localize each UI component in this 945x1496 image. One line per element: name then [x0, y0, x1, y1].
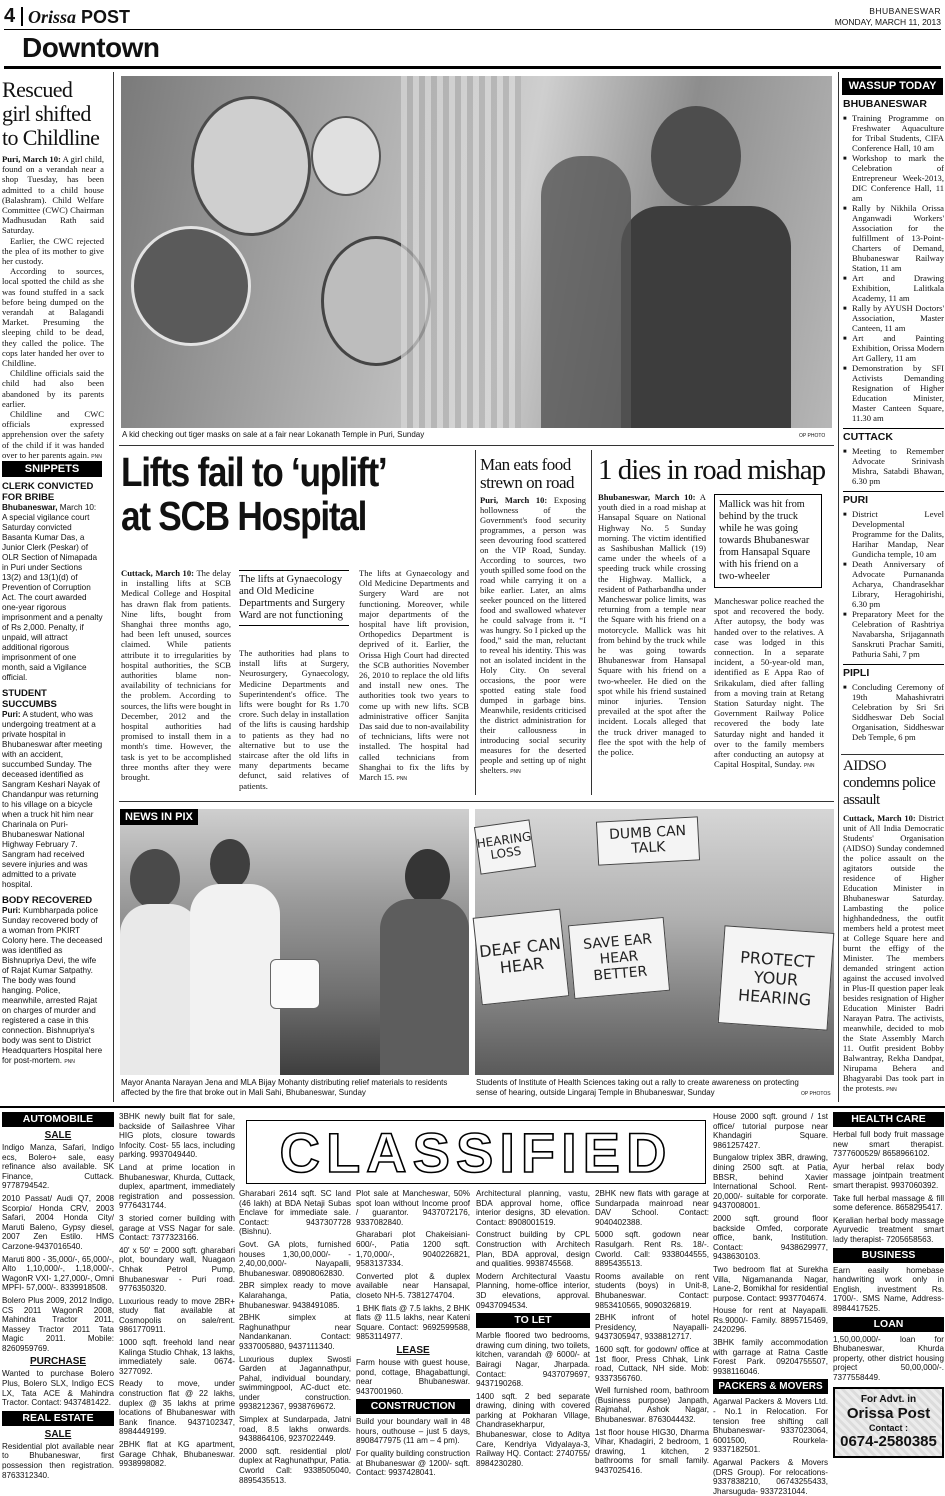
- wassup-event: ■ Rally by AYUSH Doctors' Association, Master Canteen, 11 am: [843, 303, 944, 333]
- relief-bucket: [270, 959, 320, 1009]
- snippet-body: Kumbharpada police Sunday recovered body of a woman from PKIRT Colony here. The deceased was identified as Bishnupriya Devi, the wife of Rajat Kumar Satpathy. The body was found hanging. Police, meanwhile, arrested Rajat on charges of murder and registered a case in this connection. Bishnupriya's body was sent to District Headquarters Hospital here for post-mortem.: [2, 906, 103, 1065]
- classified-ad: Bungalow triplex 3BR, drawing, dining 2500 sqft. at Patia, BBSR, behind Xavier International School. Rent-20,000/- suitable for corporate. 9437008001.: [713, 1153, 828, 1211]
- snippet-credit: PNN: [64, 1059, 75, 1065]
- classified-ad: Modern Architectural Vaastu Planning, home-office interior, 3D elevations, approval. 09437094534.: [476, 1271, 590, 1310]
- food-credit: PNN: [510, 769, 521, 775]
- rescued-p4: Childline officials said the child had also been abandoned by its parents earlier.: [2, 368, 104, 409]
- to-let-bar: TO LET: [476, 1313, 590, 1328]
- classified-ad: Gharabari plot Chakeisiani- 600/-, Patia 1200 sqft. 1,70,000/-, 9040226821, 9583137334.: [356, 1230, 470, 1269]
- classified-ad: 2000 sqft. ground floor backside Omfed, corporate office, bank, Institution. Contact: 9438629977, 9438630103.: [713, 1213, 828, 1262]
- header-date: MONDAY, MARCH 11, 2013: [834, 17, 941, 27]
- mask-small: [311, 116, 381, 196]
- mishap-col2-text: Mancheswar police reached the spot and recovered the body. After autopsy, the body was handed over to the relatives. A case was lodged in this connection. In a separate incident, a 50-year-old man, identified as E Appa Rao of Srikakulam, died after falling from a moving train at Retang Station Saturday night. The Government Railway Police recovered the body late Saturday night and handed it over to the family members after conducting an autopsy at Capital Hospital, Sunday.: [714, 596, 824, 770]
- classified-col-7: [713, 1112, 828, 1496]
- advt-line2: Orissa Post: [846, 1405, 931, 1423]
- mla-head: [405, 849, 450, 904]
- sign-dumb-can-talk: DUMB CAN TALK: [596, 816, 700, 865]
- wassup-city: PIPLI: [843, 664, 944, 679]
- snippet-item: [2, 895, 103, 1067]
- wassup-city: PURI: [843, 491, 944, 506]
- mishap-dateline: Bhubaneswar, March 10:: [598, 492, 696, 502]
- lifts-headline-line2: at SCB Hospital: [121, 493, 367, 539]
- mishap-credit: PNN: [803, 763, 815, 770]
- classified-col-2: [119, 1112, 235, 1486]
- classified-ad: Simplex at Sundarpada, Jatni road, 8.5 lakhs onwards. 9438864106, 9237022449.: [239, 1415, 351, 1444]
- wassup-events: [843, 682, 944, 742]
- rescued-body: [2, 154, 104, 462]
- mishap-col1: [598, 492, 706, 792]
- lifts-headline-line1: Lifts fail to ‘uplift’: [121, 449, 387, 495]
- lease-head: LEASE: [396, 1344, 430, 1356]
- lifts-story: [121, 450, 471, 795]
- classified-ad: Build your boundary wall in 48 hours, outhouse – just 5 days, 8908477975 (11 am – 4 pm).: [356, 1417, 470, 1446]
- classified-ad: 1st floor house HIG30, Dharma Vihar, Khadagiri, 2 bedroom, 1 drawing, 1 kitchen, 2 bathrooms for small family. 9437025416.: [595, 1427, 709, 1476]
- section-title: Downtown: [22, 32, 160, 63]
- mishap-col2: [714, 596, 824, 792]
- tiger-mask: [131, 226, 251, 346]
- lifts-col2: The authorities had plans to install lifts at Surgery, Neurosurgery, Gynaecology, Medicine Departments and Superintendent's office. The lifts were bought for Rs 1.70 crore. Such delay in installation of the lifts is causing hardship to patients as they had no alternative but to use the staircase after the old lifts in many departments became defunct, said relatives of patients.: [239, 648, 349, 791]
- classified-col-6: [595, 1189, 709, 1486]
- lifts-dateline: Cuttack, March 10:: [121, 568, 195, 578]
- top-photo-masks: [121, 76, 832, 428]
- pix-label: NEWS IN PIX: [120, 809, 198, 825]
- wassup-event: ■ Meeting to Remember Advocate Srinivash Mishra, Satabdi Bhawan, 6.30 pm: [843, 446, 944, 486]
- mishap-pullquote: Mallick was hit from behind by the truck while he was going towards Bhubaneswar from Hansapal Square with his friend on a two-wheeler: [714, 494, 822, 588]
- top-photo-credit: OP PHOTO: [799, 433, 826, 439]
- wassup-event: ■ District Level Developmental Programme for the Dalits, Harihar Mandap, Near Gundicha temple, 10 am: [843, 509, 944, 559]
- classified-ad: 2BR simplex ready to move Kalarahanga, Patia, Bhubaneswar. 9438491085.: [239, 1281, 351, 1310]
- classified-ad: Take full herbal massage & fill some deference. 8658295417.: [833, 1193, 944, 1213]
- rescued-p3: According to sources, local spotted the child as she was found stuffed in a sack before being dumped on the verandah at Balagandi Market. Presuming the sleeping child to be dead, they called the police. The cops later handed her over to Childline.: [2, 266, 104, 369]
- lifts-pullquote: The lifts at Gynaecology and Old Medicine Departments and Surgery Ward are not functioning: [239, 570, 349, 626]
- classified-ad: Construct building by CPL Construction with Architech Plan, BDA approval, design and qualities. 9938745568.: [476, 1230, 590, 1269]
- classified-col-1: [2, 1112, 114, 1486]
- classified-col-3: [239, 1189, 351, 1486]
- construction-bar: CONSTRUCTION: [356, 1399, 470, 1414]
- classified-ad: 5000 sqft. godown near Rasulgarh. Rent Rs. 18/-. Cworld. Call: 9338044555, 8895435513.: [595, 1230, 709, 1269]
- pix-right-caption: Students of Institute of Health Sciences taking out a rally to create awareness on protecting sense of hearing, outside Lingaraj Temple in Bhubaneswar, Sunday: [476, 1078, 799, 1097]
- wassup-event: ■ Concluding Ceremony of 19th Mahashivratri Celebration by Sri Sri Siddheswar Deb Social Organisation, Siddheswar Deb Temple, 6 pm: [843, 682, 944, 742]
- mayor-body: [190, 884, 280, 1075]
- advt-phone: 0674-2580385: [840, 1433, 937, 1451]
- wassup-event: ■ Death Anniversary of Advocate Purnananda Acharya, Chandrasekhar Library, Heragohirishi, 6.30 pm: [843, 559, 944, 609]
- sign-save-ear: SAVE EAR HEAR BETTER: [568, 917, 670, 999]
- classified-ad: Luxurious duplex Swosti Garden at Jagannathpur, Pahal, individual boundary, swimmingpool, AC-duct etc. under construction. 9938212367, 9938769672.: [239, 1354, 351, 1412]
- rescued-story: [2, 77, 104, 460]
- classified-col-4: [356, 1189, 470, 1486]
- snippet-item: [2, 481, 103, 683]
- wassup-list: [843, 97, 944, 747]
- food-story: [480, 456, 586, 794]
- aidso-body-text: District unit of All India Democratic Students' Organisation (AIDSO) Sunday condemned the police assault on the agitators outside the residence of Higher Education Minister in Bhubaneswar Saturday. Lambasting the police highhandedness, the outfit members held a protest meet at College Square here and burnt the effigy of the Minister. The members demanded stringent action against the accused involved in Plus-II question paper leak besides resignation of Higher Education Minister Badri Narayan Patra. The activists, meanwhile, decided to mob the State Assembly March 11. Outfit president Bobby Balwantray, Rekha Dandpat, Nirupama Behera and Bhagyarabi Das took part in the protests.: [843, 813, 945, 1093]
- snippet-head: STUDENT SUCCUMBS: [2, 688, 57, 710]
- pix-right-photo: [475, 809, 834, 1075]
- paper-name: [28, 6, 130, 28]
- classified-ad: Earn easily homebase handwriting work only in English, investment Rs. 1700/-. SMS Name, Address-8984417525.: [833, 1265, 944, 1313]
- classified-ad: Marble floored two bedrooms, drawing cum dining, two toilets, kitchen, varandah @ 6000/- at Bairagi Nagar, Jharpada. Contact: 9437079697, 9437190268.: [476, 1331, 590, 1389]
- rescued-credit: PNN: [91, 453, 102, 460]
- wassup-events: [843, 113, 944, 423]
- snippet-dateline: Puri:: [2, 710, 21, 719]
- wassup-events: [843, 446, 944, 486]
- classified-ad: Architectural planning, vastu, BDA approval home, office interior designs, 3D elevation. Contact: 8908001519.: [476, 1189, 590, 1227]
- sign-deaf-can-hear: DEAF CAN HEAR: [473, 909, 570, 1006]
- lifts-col3-text: The lifts at Gynaecology and Old Medicine Departments and Surgery Ward are not functioning. Moreover, while major departments of the hospital have lift provision, Orthopedics Department is deprived of it. Earlier, the Orissa High Court had directed the SCB authorities November 26, 2010 to replace the old lifts and install new ones. The authorities took two years to come up with new lifts. SCB administrative officer Sanjita Das said due to non-availability of technicians, lifts were not installed. The hospital had called technicians from Shanghai to fix the lifts by March 15.: [359, 568, 469, 783]
- classified-ad: 2BHK infront of hotel Presidency, Nayapalli- 9437305947, 9338812717.: [595, 1313, 709, 1342]
- classified-ad: Plot sale at Mancheswar, 50% spot loan without Income proof / guarantor. 9437072176, 9337082840.: [356, 1189, 470, 1227]
- wassup-city: CUTTACK: [843, 428, 944, 443]
- snippet-dateline: Bhubaneswar,: [2, 503, 58, 512]
- classified-ad: Govt. GA plots, furnished houses 1,30,00,000/- - 2,40,00,000/- Nayapalli, Bhubaneswar. 08908062830.: [239, 1239, 351, 1278]
- crowd: [541, 156, 631, 428]
- person-left-body: [120, 904, 200, 1075]
- advt-box: [833, 1387, 944, 1458]
- sign-protect-hearing: PROTECT YOUR HEARING: [718, 925, 835, 1030]
- classified-ad: 1,50,00,000/- loan for Bhubaneswar, Khurda property, other district housing project 50,00,000/-. 7377558449.: [833, 1334, 944, 1382]
- aidso-dateline: Cuttack, March 10:: [843, 813, 916, 823]
- kid-body: [621, 206, 791, 428]
- header-city: BHUBANESWAR: [869, 6, 941, 16]
- wassup-event: ■ Training Programme on Freshwater Aquaculture for Tribal Students, CIFA Conference Hall, 10 am: [843, 113, 944, 153]
- classified-banner: [246, 1120, 706, 1184]
- food-headline: Man eats food strewn on road: [480, 455, 575, 492]
- rescued-dateline: Puri, March 10:: [2, 154, 61, 164]
- classified-ad: Well furnished room, bathroom (Business purpose) Janpath, Rajmahal, Ashok Nagar, Bhubaneswar. 8763044432.: [595, 1386, 709, 1425]
- wassup-event: ■ Workshop to mark the Celebration of Entrepreneur Week-2013, DIC Conference Hall, 11 am: [843, 153, 944, 203]
- classified-ad: 1400 sqft. 2 bed separate drawing, dining with covered parking at Pokharan Village, Chandrasekharpur, Bhubaneswar, close to Aditya Care, Kendriya Vidyalaya-3, Railway HQ. Contact: 2740755/ 8984230280.: [476, 1391, 590, 1468]
- classified-ad: 40' x 50' = 2000 sqft. gharabari plot, boundary wall, Nuagaon Chhak Petrol Pump, Bhubaneswar - Puri road. 9776350320.: [119, 1245, 235, 1294]
- automobile-sale-head: SALE: [44, 1130, 72, 1141]
- classified-ad: Two bedroom flat at Surekha Villa, Nigamananda Nagar, Lane-2, Bomikhal for residential purpose. Contact: 9937704674.: [713, 1264, 828, 1303]
- classified-ad: 3BHK newly built flat for sale, backside of Sailashree Vihar HIG plots, closure towards Infocity. Cost- 55 lacs, including parking. 9937049440.: [119, 1112, 235, 1160]
- toy-stand: [401, 76, 521, 428]
- aidso-credit: PNN: [886, 1087, 897, 1093]
- snippet-body: March 10: A special vigilance court Saturday convicted Basanta Kumar Das, a Junior Clerk (Peskar) of OLR Section of Nimapada in Puri under Sections 13(2) and 13(1)(d) of Prevention of Corruption Act. The court awarded one-year rigorous imprisonment and a penalty of Rs 2,000. Penalty, if unpaid, will attract additional rigorous imprisonment of one month, said a Vigilance official.: [2, 503, 103, 682]
- real-estate-bar: REAL ESTATE: [2, 1411, 114, 1426]
- classified-ad: 2BHK new flats with garage at Sundarpada mainroad near DAV School. Contact: 9040402388.: [595, 1189, 709, 1227]
- person-left: [130, 849, 180, 909]
- mayor-head: [210, 839, 250, 889]
- rescued-p5: Childline and CWC officials expressed apprehension over the safety of the child if it was handed over to her parents again. PNN: [2, 409, 104, 460]
- mishap-headline: 1 dies in road mishap: [598, 454, 826, 486]
- classified-ad: Maruti 800 - 35,000/-, 65,000/-, Alto 1,10,000/-, 1,18,000/-, WagonR VXI- 1,27,000/-, Omni MPFI- 57,000/-. 8339918508.: [2, 1254, 114, 1293]
- paper-name-suffix: POST: [81, 7, 131, 27]
- classified-ad: 3 storied corner building with garage at VSS Nagar for sale. Contact: 7377323166.: [119, 1213, 235, 1243]
- food-body: [480, 495, 586, 777]
- page-header: [4, 4, 941, 66]
- classified-ad: 2BHK flat at KG apartment, Garage Chhak, Bhubaneswar. 9938998082.: [119, 1440, 235, 1469]
- wassup-event: ■ Art and Drawing Exhibition, Lalitkala Academy, 11 am: [843, 273, 944, 303]
- pix-credit: OP PHOTOS: [801, 1091, 831, 1097]
- classified-ad: Luxurious ready to move 2BR+ study flat available at Cosmopolis on sale/rent. 9861770911.: [119, 1296, 235, 1335]
- lifts-col1-text: The delay in installing lifts at SCB Medical College and Hospital has drawn flak from patients. Nine lifts, bought from Shanghai three months ago, had been left unused, sources claimed. While patients attribute it to irregularities by hospital authorities, the SCB authorities blame non-availability of technicians for the problem. According to sources, the lifts were bought in December, 2012 and the hospital authorities had promised to install them in a month's time. However, the task is yet to be accomplished three months after they were brought.: [121, 568, 231, 783]
- classified-ad: 1600 sqft. for godown/ office at 1st floor, Press Chhak, Link road, Cuttack, NH side. Mob: 9337356760.: [595, 1344, 709, 1383]
- food-body-text: Exposing hollowness of the Government's food security programmes, a person was seen devouring food scattered on the VIP Road, Sunday. According to sources, two youth spilled some food on the road while carrying it on a bike earlier. Later, an alms seeker pounced on the littered food and swallowed whatever he could salvage from it. “I was hungry. So I picked up the food,” said the man, reluctant to reveal his identity. This was not an isolated incident in the Holy City. On several occasions, the poor were spotted eating stale food dumped in garbage bins. Meanwhile, residents criticised the district administration for their callousness in introducing social security measures for the deserted people and setting up of night shelters.: [480, 495, 586, 775]
- kid-head: [651, 106, 741, 206]
- classified-ad: Rooms available on rent students (boys) in Unit-8, Bhubaneswar. Contact: 9853410565, 9090326819.: [595, 1271, 709, 1310]
- business-bar: BUSINESS: [833, 1248, 944, 1263]
- lifts-col3: [359, 568, 469, 792]
- page-number: 4: [4, 5, 16, 27]
- classified-title: CLASSIFIED: [279, 1120, 673, 1184]
- classified-ad: For quality building construction at Bhubaneswar @ 1200/- sqft. Contact: 9937428041.: [356, 1449, 470, 1478]
- automobile-bar: AUTOMOBILE: [2, 1112, 114, 1127]
- wassup-event: ■ Rally by Nikhila Orissa Anganwadi Workers' Association for the fulfillment of 13-Point-Charters of Demand, Bhubaneswar Railway Station, 11 am: [843, 203, 944, 273]
- classified-col-5: [476, 1189, 590, 1486]
- classified-ad: Wanted to purchase Bolero Plus, Bolero SLX, Indigo ECS LX, Tata ACE & Mahindra Tractor. Contact: 9437481422.: [2, 1369, 114, 1408]
- classified-ad: Herbal full body fruit massage new smart therapist. 7377600529/ 8658966102.: [833, 1130, 944, 1159]
- classified-ad: Agarwal Packers & Movers Ltd. - No.1 in Relocation. For tension free shifting call Bhubaneswar- 9337023064, 6001500, Rourkela- 9337182501.: [713, 1397, 828, 1455]
- classified-ad: Residential plot available near to Bhubaneswar, first possession then registration. 8763312340.: [2, 1441, 114, 1480]
- sign-hearing: HEARING LOSS: [474, 819, 536, 874]
- advt-line1: For Advt. in: [860, 1394, 917, 1406]
- classified-ad: House 2000 sqft. ground / 1st office/ tutorial purpose near Khandagiri Square. 9861257427.: [713, 1112, 828, 1150]
- classified-ad: Gharabari 2614 sqft. SC land (46 lakh) at BDA Netaji Subas Enclave for immediate sale. Contact: 9437307728 (Bishnu).: [239, 1189, 351, 1237]
- packers-bar: PACKERS & MOVERS: [713, 1379, 828, 1394]
- lifts-credit: PNN: [396, 776, 408, 783]
- snippets-list: [2, 481, 103, 1099]
- rescued-p2: Earlier, the CWC rejected the plea of its mother to give her custody.: [2, 235, 104, 267]
- wassup-event: ■ Demonstration by SFI Activists Demanding Resignation of Higher Education Minister, Master Canteen Square, 11.30 am: [843, 363, 944, 423]
- rescued-headline: Rescued girl shifted to Childline: [2, 77, 100, 150]
- rescued-p1: A girl child, found on a verandah near a shop Tuesday, has been admitted to a child house (Balashram). Child Welfare Committee (CWC) Chairman Madhusudan Rath said Saturday.: [2, 154, 104, 236]
- classified-ad: 1 BHK flats @ 7.5 lakhs, 2 BHK flats @ 11.5 lakhs, near Kateni Square. Contact: 9692599588, 9853114977.: [356, 1303, 470, 1342]
- snippet-body: A student, who was undergoing treatment at a private hospital in Bhubaneswar after meeting with an accident, succumbed Sunday. The deceased identified as Sangram Keshari Nayak of Chandanpur was returning to his village on a bicycle when a truck hit him near Charinala on Puri-Bhubaneswar National Highway February 7. Sangram had received severe injuries and was admitted to a private hospital.: [2, 710, 103, 889]
- advt-line3: Contact :: [869, 1423, 908, 1434]
- pix-left-photo: [120, 809, 469, 1075]
- wassup-event: ■ Art and Painting Exhibition, Orissa Modern Art Gallery, 11 am: [843, 333, 944, 363]
- wassup-city: BHUBANESWAR: [843, 98, 927, 110]
- classified-col-8: [833, 1112, 944, 1486]
- snippet-item: [2, 688, 103, 890]
- classified-ad: Farm house with guest house, pond, cottage, Bhagabattungi, near Bhubaneswar. 9437001960.: [356, 1357, 470, 1396]
- wassup-event: ■ Preparatory Meet for the Celebration of Rashtriya Navabarsha, Srijagannath Sanskruti Prachar Samiti, Pathuria Sahi, 7 pm: [843, 609, 944, 659]
- classified-ad: Converted plot & duplex available near Hansapal, closeto NH-5. 7381274704.: [356, 1271, 470, 1300]
- food-dateline: Puri, March 10:: [480, 495, 548, 505]
- classified-ad: 2000 sqft. residential plot/ duplex at Raghunathpur, Patia. Cworld Call: 9338505040, 8895435513.: [239, 1446, 351, 1485]
- mishap-col1-text: A youth died in a road mishap at Hansapal Square on National Highway No. 5 Sunday morning. The victim identified as Sashibushan Mallick (19) came under the wheels of a speeding truck while crossing the Highway. Mallick, a resident of Patharbandha under Mancheswar police limits, was returning from a temple near the Square with his friend on a motorcycle. Mallick was hit from behind by the truck while he was going towards Bhubaneswar from Hansapal Square with his friend on a two-wheeler. He died on the spot while his friend sustained minor injuries. Tension prevailed at the spot after the incident. Locals alleged that the truck driver managed to flee the spot with the help of the police.: [598, 492, 706, 758]
- aidso-body: [843, 813, 944, 1095]
- top-photo-caption: A kid checking out tiger masks on sale at a fair near Lokanath Temple in Puri, Sunday: [122, 430, 425, 439]
- lifts-headline: [121, 450, 471, 538]
- classified-ad: 1000 sqft. freehold land near Kalinga Studio Chhak, 13 lakhs, immediately sale. 0674-3277092.: [119, 1338, 235, 1376]
- wassup-events: [843, 509, 944, 659]
- classified-ad: Agarwal Packers & Movers (DRS Group). For relocations- 9337838210, 06743255433, Jharsuguda- 9337231044.: [713, 1458, 828, 1496]
- classified-ad: 2010 Passat/ Audi Q7, 2008 Scorpio/ Honda CRV, 2003 Safari, 2004 Honda City/ Maruti Baleno, Gypsy diesel, 2007 Zen Estilo. HMS Carzone-9437016540.: [2, 1193, 114, 1251]
- snippet-head: BODY RECOVERED: [2, 895, 93, 906]
- classified-ad: Ready to move, under construction flat @ 22 lakhs, duplex @ 35 lakhs at prime locations of Bhubaneswar with Bank finance. 9437102347, 8984449199.: [119, 1379, 235, 1437]
- classified-ad: Ayur herbal relax body massage jointpain treatment smart therapist. 9937060392.: [833, 1161, 944, 1190]
- health-bar: HEALTH CARE: [833, 1112, 944, 1127]
- aidso-story: [843, 758, 944, 1100]
- classified-ad: Keralian herbal body massage Ayurvedic treatment smart lady therapist- 7205658563.: [833, 1215, 944, 1244]
- snippet-dateline: Puri:: [2, 906, 21, 915]
- aidso-headline: AIDSO condemns police assault: [843, 758, 936, 808]
- mishap-story: [598, 454, 832, 796]
- snippets-bar: SNIPPETS: [2, 461, 102, 477]
- lifts-col1: [121, 568, 231, 792]
- snippet-head: CLERK CONVICTED FOR BRIBE: [2, 481, 94, 503]
- pix-left-caption: Mayor Ananta Narayan Jena and MLA Bijay Mohanty distributing relief materials to residents affected by the fire that broke out in Mali Sahi, Bhubaneswar, Sunday: [121, 1078, 448, 1097]
- classified-ad: House for rent at Nayapalli. Rs.9000/- Family. 8895715469, 2420296.: [713, 1306, 828, 1335]
- paper-name-main: Orissa: [28, 7, 77, 27]
- loan-bar: LOAN: [833, 1317, 944, 1332]
- monkey-mask: [191, 96, 311, 236]
- classified-ad: 2BHK simplex at Raghunathpur near Nandankanan. Contact: 9337005880, 9437111340.: [239, 1313, 351, 1351]
- automobile-purchase-head: PURCHASE: [29, 1356, 87, 1368]
- real-estate-sale-head: SALE: [44, 1428, 72, 1440]
- classified-ad: Land at prime location in Bhubaneswar, Khurda, Cuttack, duplex, apartment, immediately registration and possession. 9776431744.: [119, 1162, 235, 1211]
- classified-ad: Indigo Manza, Safari, Indigo ecs, Bolero+ sale, easy refinance also available. SK Finance, Cuttack. 9778794542.: [2, 1143, 114, 1191]
- classified-ad: 3BHK family accommodation with garrage at Ratna Castle Forest Park. 09204755507, 9938116046.: [713, 1338, 828, 1376]
- classified-ad: Bolero Plus 2009, 2012 Indigo, CS 2011 WagonR 2008, Mahindra Tractor 2011, Massey Tractor 2011 Tata Magic 2011. Mobile: 8260959769.: [2, 1295, 114, 1353]
- wassup-bar: WASSUP TODAY: [842, 78, 943, 95]
- mla-body: [380, 899, 469, 1075]
